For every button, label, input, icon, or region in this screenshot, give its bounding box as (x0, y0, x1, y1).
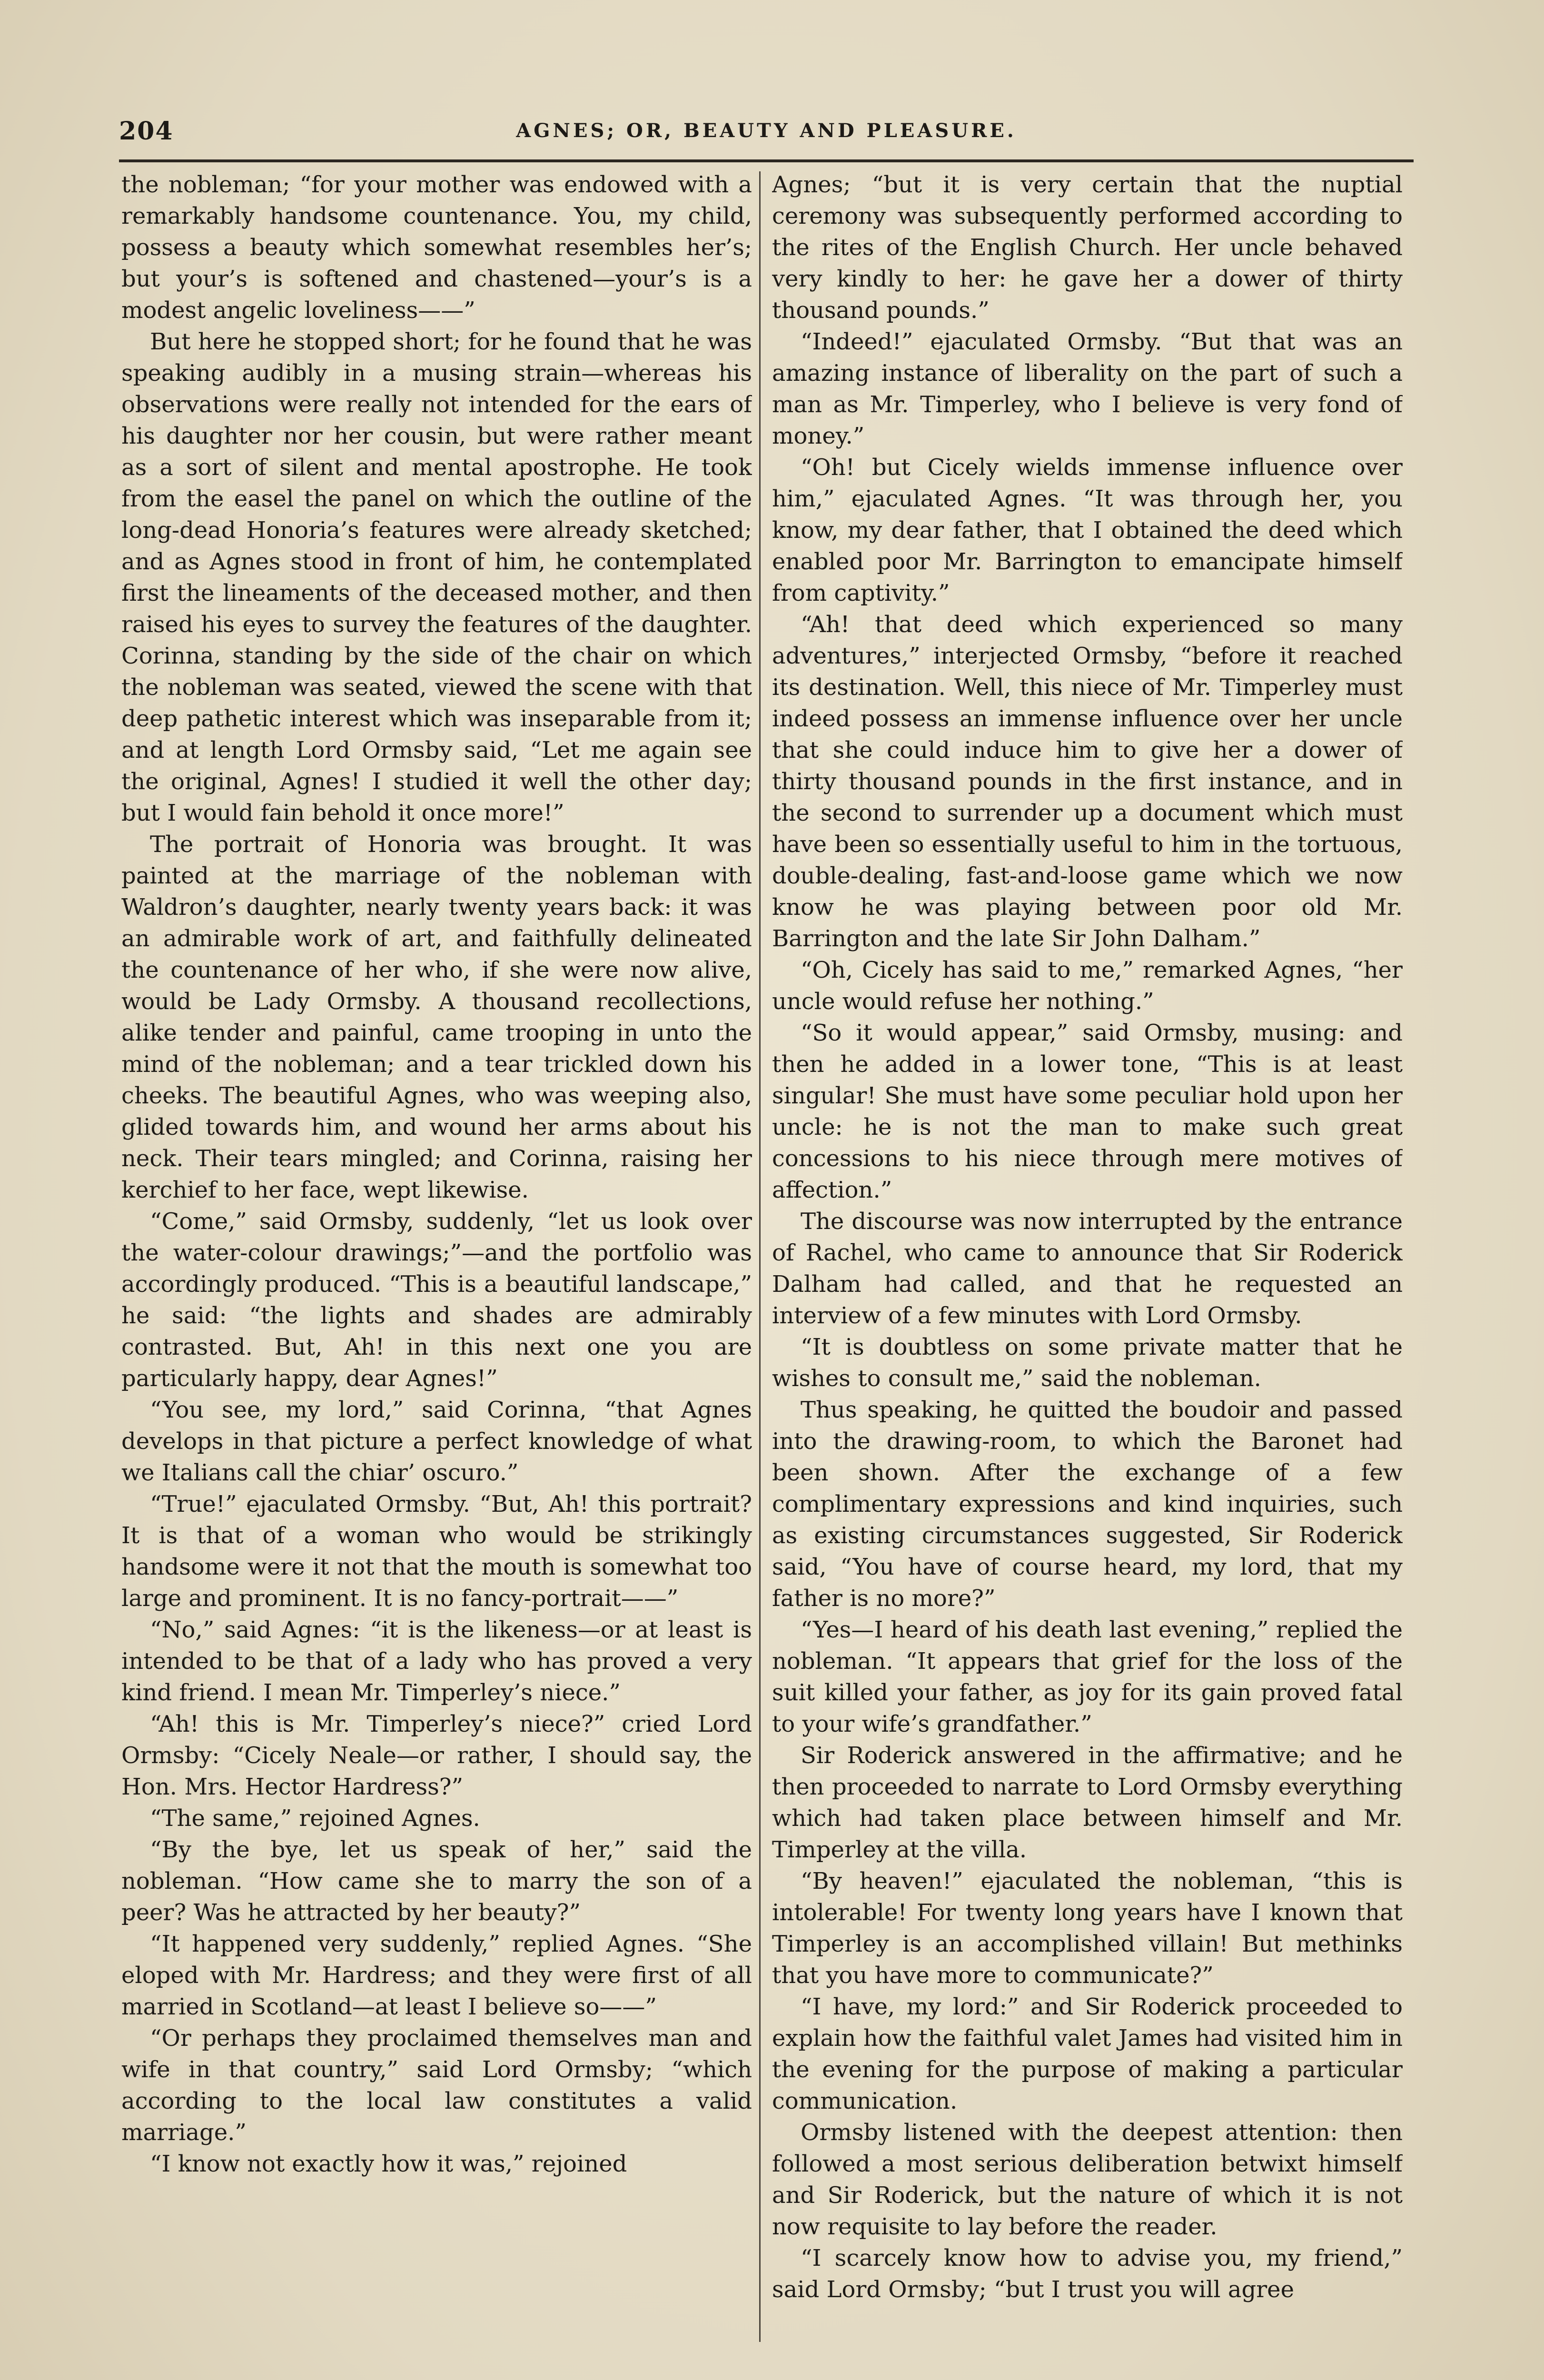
paragraph: “I know not exactly how it was,” rejoined (150, 2151, 627, 2177)
paragraph: “True!” ejaculated Ormsby. “But, Ah! this portrait? It is that of a woman who would be strikingly handsome were it not that the mouth is somewhat too large and prominent. It is no fancy-portrait——” (121, 1491, 752, 1612)
running-title: AGNES; OR, BEAUTY AND PLEASURE. (516, 119, 1017, 142)
header-rule (119, 159, 1414, 162)
paragraph: The portrait of Honoria was brought. It was painted at the marriage of the nobleman with Waldron’s daughter, nearly twenty years back: it was an admirable work of art, and faithfully delineated the countenance of her who, if she were now alive, would be Lady Ormsby. A thousand recollections, alike tender and painful, came trooping in unto the mind of the nobleman; and a tear trickled down his cheeks. The beautiful Agnes, who was weeping also, glided towards him, and wound her arms about his neck. Their tears mingled; and Corinna, raising her kerchief to her face, wept likewise. (121, 831, 752, 1203)
paragraph: “Oh! but Cicely wields immense influence over him,” ejaculated Agnes. “It was through her, you know, my dear father, that I obtained the deed which enabled poor Mr. Barrington to emancipate himself from captivity.” (772, 454, 1403, 606)
paragraph: “Come,” said Ormsby, suddenly, “let us look over the water-colour drawings;”—and the portfolio was accordingly produced. “This is a beautiful landscape,” he said: “the lights and shades are admirably contrasted. But, Ah! in this next one you are particularly happy, dear Agnes!” (121, 1208, 752, 1392)
paragraph: “I scarcely know how to advise you, my friend,” said Lord Ormsby; “but I trust you will agree (772, 2245, 1403, 2303)
paragraph: the nobleman; “for your mother was endowed with a remarkably handsome countenance. You, my child, possess a beauty which somewhat resembles her’s; but your’s is softened and chastened—your’s is a modest angelic loveliness——” (121, 171, 752, 324)
paragraph: “By heaven!” ejaculated the nobleman, “this is intolerable! For twenty long years have I known that Timperley is an accomplished villain! But methinks that you have more to communicate?” (772, 1868, 1403, 1989)
paragraph: Ormsby listened with the deepest attention: then followed a most serious deliberation betwixt himself and Sir Roderick, but the nature of which it is not now requisite to lay before the reader. (772, 2119, 1403, 2240)
paragraph: “It happened very suddenly,” replied Agnes. “She eloped with Mr. Hardress; and they were first of all married in Scotland—at least I believe so——” (121, 1931, 752, 2020)
right-column (772, 169, 1403, 2337)
paragraph: “Indeed!” ejaculated Ormsby. “But that was an amazing instance of liberality on the part of such a man as Mr. Timperley, who I believe is very fond of money.” (772, 328, 1403, 449)
paragraph: “By the bye, let us speak of her,” said the nobleman. “How came she to marry the son of a peer? Was he attracted by her beauty?” (121, 1836, 752, 1926)
paragraph: “It is doubtless on some private matter that he wishes to consult me,” said the nobleman. (772, 1334, 1403, 1392)
paragraph: “The same,” rejoined Agnes. (150, 1805, 480, 1832)
paragraph: But here he stopped short; for he found that he was speaking audibly in a musing strain—whereas his observations were really not intended for the ears of his daughter nor her cousin, but were rather meant as a sort of silent and mental apostrophe. He took from the easel the panel on which the outline of the long-dead Honoria’s features were already sketched; and as Agnes stood in front of him, he contemplated first the lineaments of the deceased mother, and then raised his eyes to survey the features of the daughter. Corinna, standing by the side of the chair on which the nobleman was seated, viewed the scene with that deep pathetic interest which was inseparable from it; and at length Lord Ormsby said, “Let me again see the original, Agnes! I studied it well the other day; but I would fain behold it once more!” (121, 328, 752, 826)
paragraph: Sir Roderick answered in the affirmative; and he then proceeded to narrate to Lord Ormsby everything which had taken place between himself and Mr. Timperley at the villa. (772, 1742, 1403, 1863)
paragraph: Agnes; “but it is very certain that the nuptial ceremony was subsequently performed according to the rites of the English Church. Her uncle behaved very kindly to her: he gave her a dower of thirty thousand pounds.” (772, 171, 1403, 324)
paragraph: “I have, my lord:” and Sir Roderick proceeded to explain how the faithful valet James had visited him in the evening for the purpose of making a particular communication. (772, 1993, 1403, 2114)
paragraph: The discourse was now interrupted by the entrance of Rachel, who came to announce that Sir Roderick Dalham had called, and that he requested an interview of a few minutes with Lord Ormsby. (772, 1208, 1403, 1329)
left-column (121, 169, 752, 2337)
page-number: 204 (119, 117, 174, 146)
page-header (119, 117, 1414, 155)
paragraph: “Or perhaps they proclaimed themselves man and wife in that country,” said Lord Ormsby; “which according to the local law constitutes a valid marriage.” (121, 2025, 752, 2146)
paragraph: “Ah! this is Mr. Timperley’s niece?” cried Lord Ormsby: “Cicely Neale—or rather, I should say, the Hon. Mrs. Hector Hardress?” (121, 1711, 752, 1800)
paragraph: Thus speaking, he quitted the boudoir and passed into the drawing-room, to which the Baronet had been shown. After the exchange of a few complimentary expressions and kind inquiries, such as existing circumstances suggested, Sir Roderick said, “You have of course heard, my lord, that my father is no more?” (772, 1397, 1403, 1612)
column-divider (759, 171, 761, 2342)
paragraph: “Ah! that deed which experienced so many adventures,” interjected Ormsby, “before it reached its destination. Well, this niece of Mr. Timperley must indeed possess an immense influence over her uncle that she could induce him to give her a dower of thirty thousand pounds in the first instance, and in the second to surrender up a document which must have been so essentially useful to him in the tortuous, double-dealing, fast-and-loose game which we now know he was playing between poor old Mr. Barrington and the late Sir John Dalham.” (772, 611, 1403, 952)
paragraph: “So it would appear,” said Ormsby, musing: and then he added in a lower tone, “This is at least singular! She must have some peculiar hold upon her uncle: he is not the man to make such great concessions to his niece through mere motives of affection.” (772, 1020, 1403, 1203)
paragraph: “Oh, Cicely has said to me,” remarked Agnes, “her uncle would refuse her nothing.” (772, 957, 1403, 1015)
paragraph: “No,” said Agnes: “it is the likeness—or at least is intended to be that of a lady who has proved a very kind friend. I mean Mr. Timperley’s niece.” (121, 1616, 752, 1706)
paragraph: “You see, my lord,” said Corinna, “that Agnes develops in that picture a perfect knowledge of what we Italians call the chiar’ oscuro.” (121, 1397, 752, 1486)
paragraph: “Yes—I heard of his death last evening,” replied the nobleman. “It appears that grief for the loss of the suit killed your father, as joy for its gain proved fatal to your wife’s grandfather.” (772, 1616, 1403, 1737)
